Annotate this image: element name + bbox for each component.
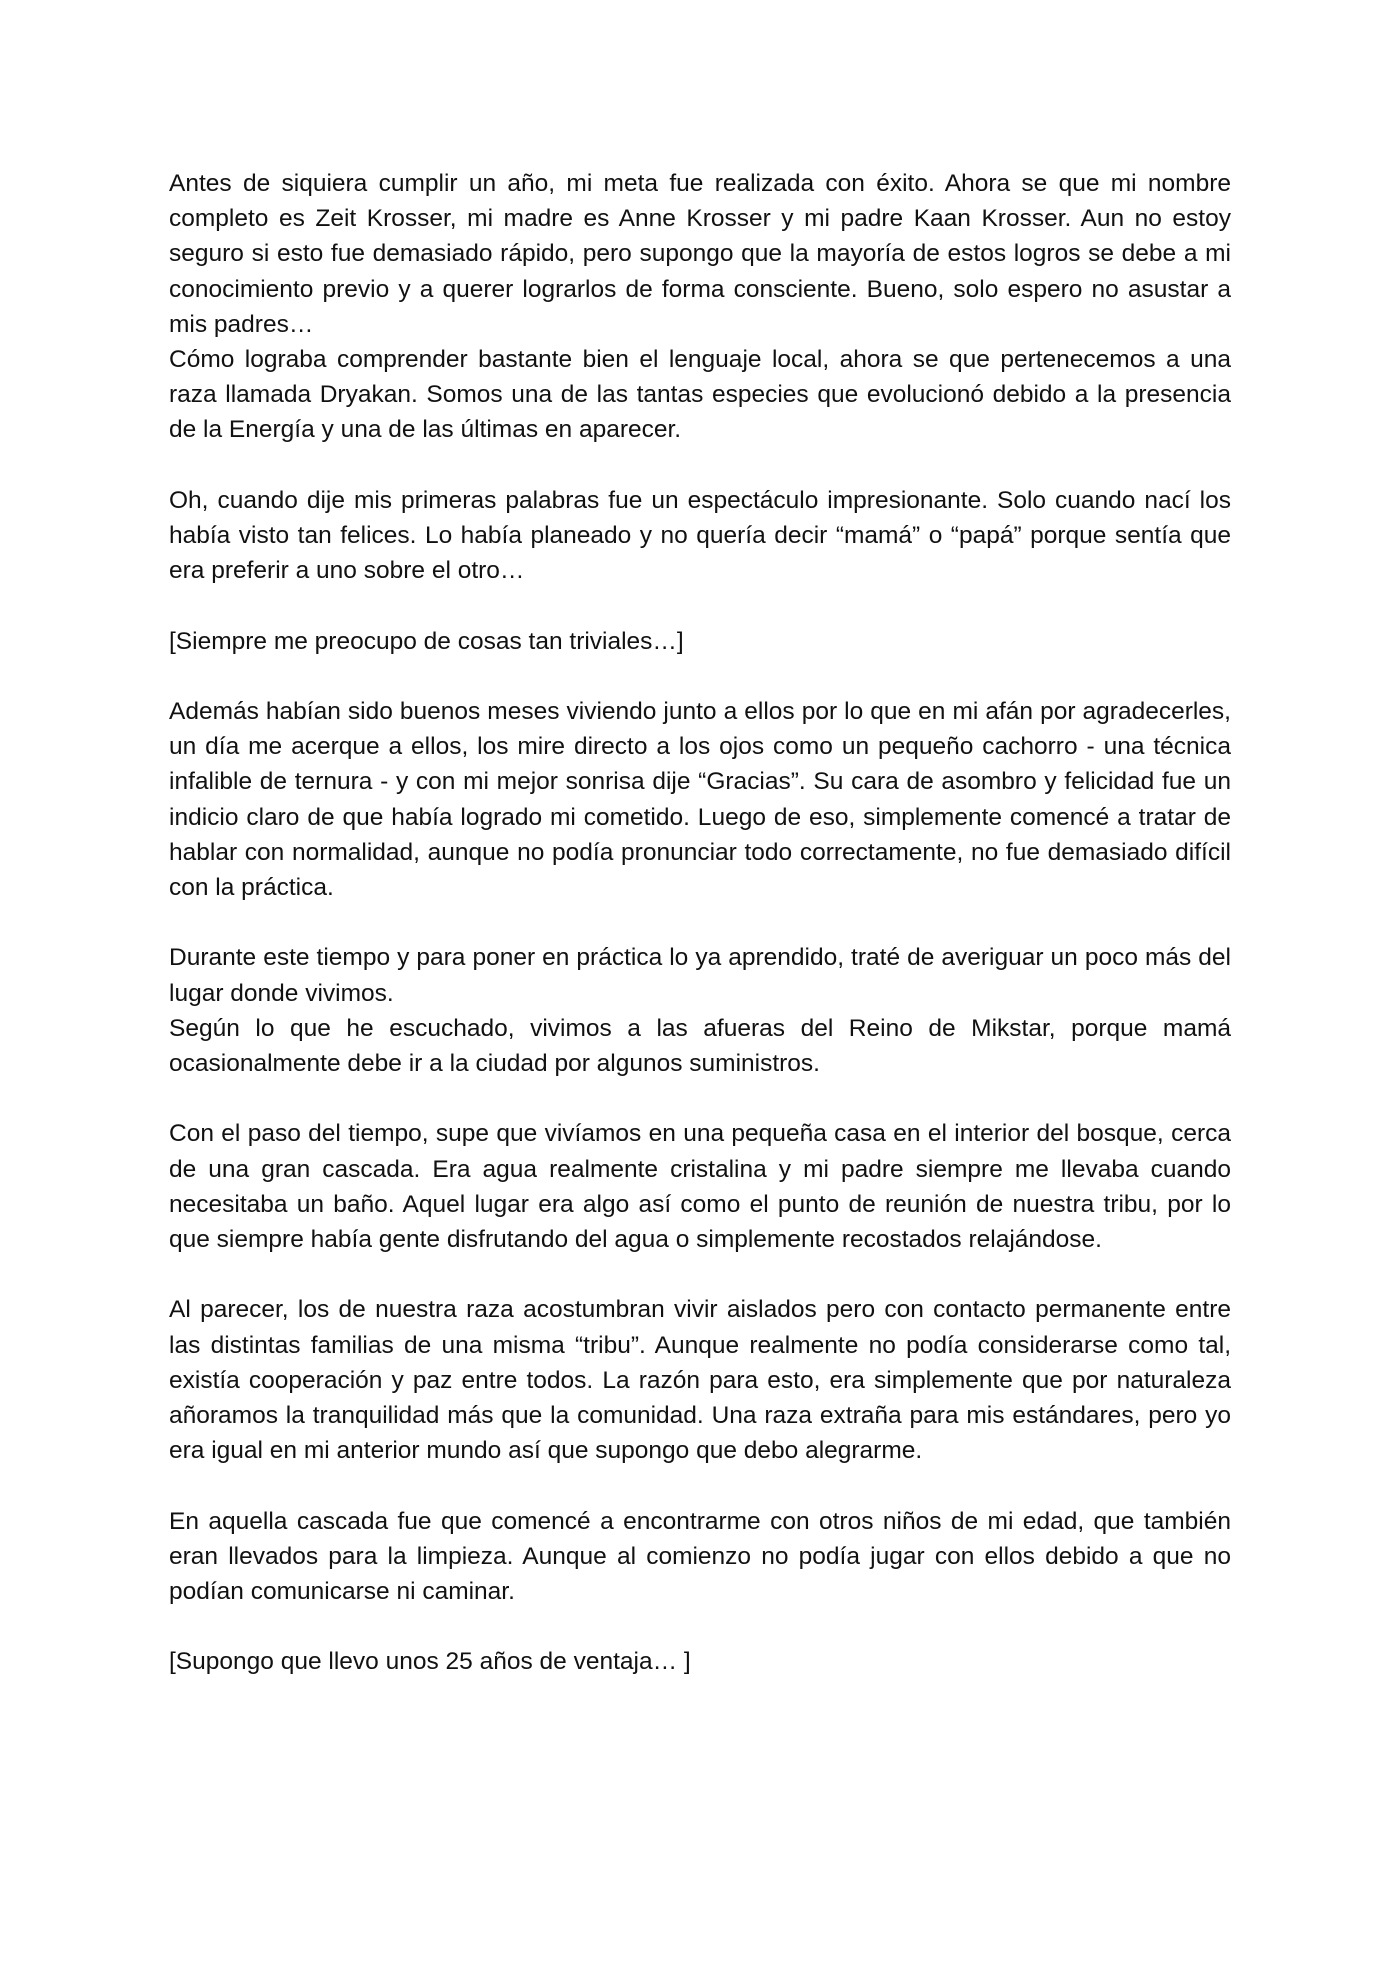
paragraph-10: En aquella cascada fue que comencé a encontrarme con otros niños de mi edad, que también eran llevados para la limpieza. Aunque al comienzo no podía jugar con ellos debido a que no podían comunicarse ni caminar.	[169, 1507, 1231, 1606]
paragraph-3: Oh, cuando dije mis primeras palabras fue un espectáculo impresionante. Solo cuando nací los había visto tan felices. Lo había planeado y no quería decir “mamá” o “papá” porque sentía que era preferir a uno sobre el otro…	[169, 486, 1231, 585]
paragraph-1: Antes de siquiera cumplir un año, mi meta fue realizada con éxito. Ahora se que mi nombre completo es Zeit Krosser, mi madre es Anne Krosser y mi padre Kaan Krosser. Aun no estoy seguro si esto fue demasiado rápido, pero supongo que la mayoría de estos logros se debe a mi conocimiento previo y a querer lograrlos de forma consciente. Bueno, solo espero no asustar a mis padres…	[169, 170, 1231, 338]
document-page	[169, 166, 1231, 1715]
paragraph-4: [Siempre me preocupo de cosas tan triviales…]	[169, 627, 684, 655]
paragraph-11: [Supongo que llevo unos 25 años de ventaja… ]	[169, 1648, 691, 1676]
paragraph-2: Cómo lograba comprender bastante bien el lenguaje local, ahora se que pertenecemos a una raza llamada Dryakan. Somos una de las tantas especies que evolucionó debido a la presencia de la Energía y una de las últimas en aparecer.	[169, 346, 1231, 444]
paragraph-6: Durante este tiempo y para poner en práctica lo ya aprendido, traté de averiguar un poco más del lugar donde vivimos.	[169, 944, 1231, 1007]
paragraph-9: Al parecer, los de nuestra raza acostumbran vivir aislados pero con contacto permanente entre las distintas familias de una misma “tribu”. Aunque realmente no podía considerarse como tal, existía cooperación y paz entre todos. La razón para esto, era simplemente que por naturaleza añoramos la tranquilidad más que la comunidad. Una raza extraña para mis estándares, pero yo era igual en mi anterior mundo así que supongo que debo alegrarme.	[169, 1296, 1231, 1465]
paragraph-5: Además habían sido buenos meses viviendo junto a ellos por lo que en mi afán por agradecerles, un día me acerque a ellos, los mire directo a los ojos como un pequeño cachorro - una técnica infalible de ternura - y con mi mejor sonrisa dije “Gracias”. Su cara de asombro y felicidad fue un indicio claro de que había logrado mi cometido. Luego de eso, simplemente comencé a tratar de hablar con normalidad, aunque no podía pronunciar todo correctamente, no fue demasiado difícil con la práctica.	[169, 698, 1231, 902]
paragraph-8: Con el paso del tiempo, supe que vivíamos en una pequeña casa en el interior del bosque, cerca de una gran cascada. Era agua realmente cristalina y mi padre siempre me llevaba cuando necesitaba un baño. Aquel lugar era algo así como el punto de reunión de nuestra tribu, por lo que siempre había gente disfrutando del agua o simplemente recostados relajándose.	[169, 1120, 1231, 1254]
paragraph-7: Según lo que he escuchado, vivimos a las afueras del Reino de Mikstar, porque mamá ocasionalmente debe ir a la ciudad por algunos suministros.	[169, 1014, 1231, 1078]
